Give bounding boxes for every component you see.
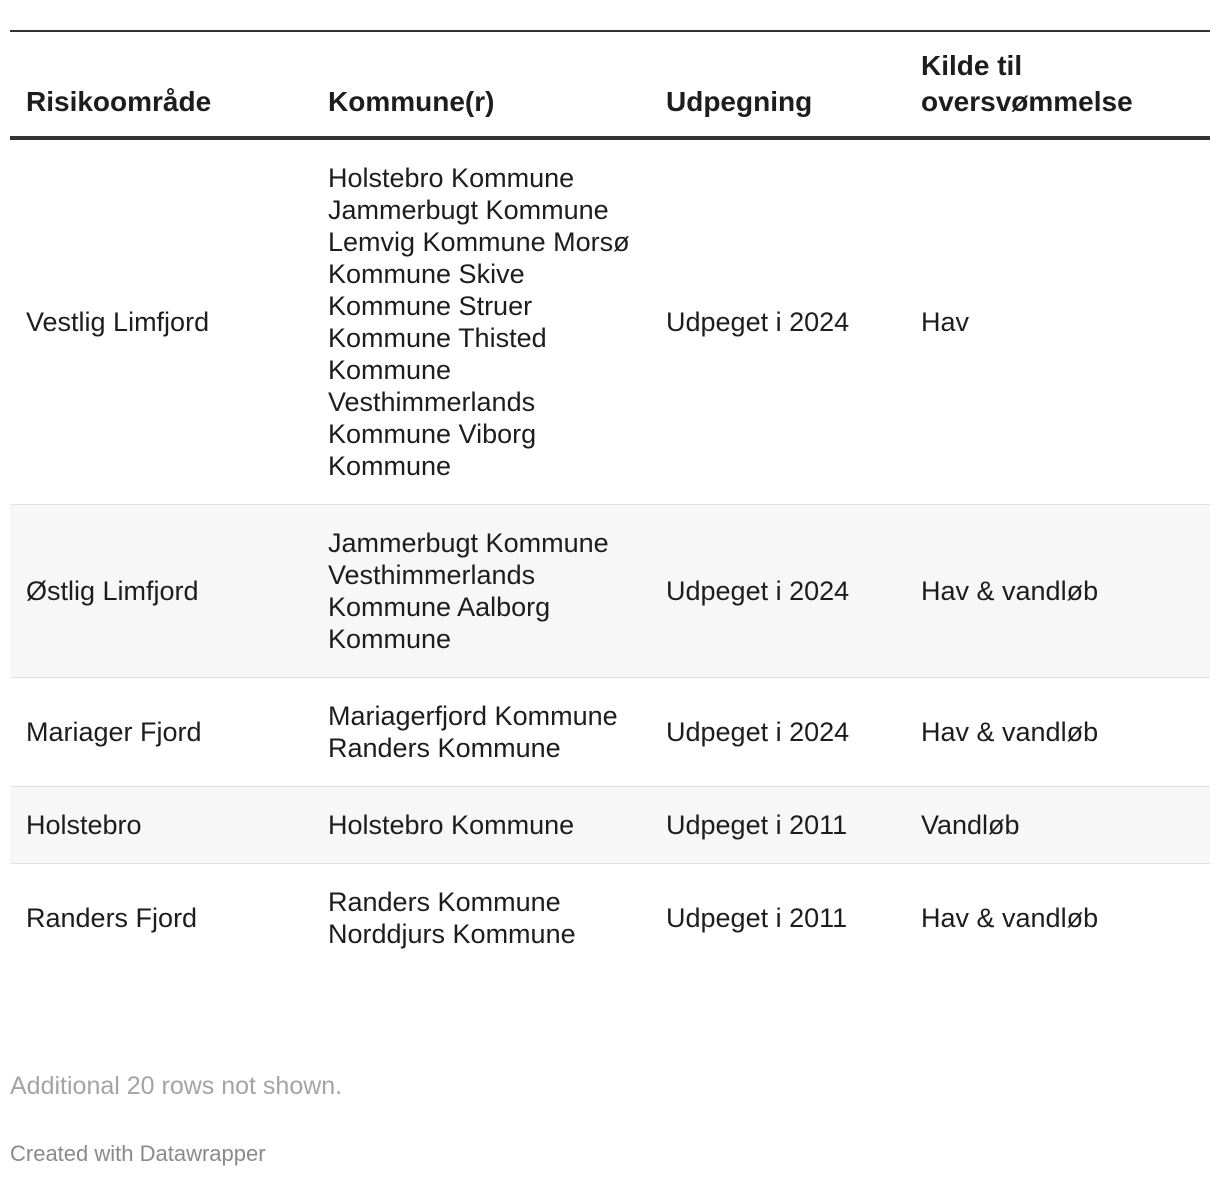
cell-kommuner: Holstebro Kommune Jammerbugt Kommune Lemvig Kommune Morsø Kommune Skive Kommune Struer Kommune Thisted Kommune Vesthimmerlands Kommune Viborg Kommune xyxy=(312,138,650,505)
table-row xyxy=(10,505,1210,678)
cell-kommuner: Jammerbugt Kommune Vesthimmerlands Kommune Aalborg Kommune xyxy=(312,505,650,678)
column-header-kommuner[interactable]: Kommune(r) xyxy=(312,31,650,138)
header-row xyxy=(10,31,1210,138)
table-row xyxy=(10,138,1210,505)
cell-risikoomraade: Østlig Limfjord xyxy=(10,505,312,678)
cell-risikoomraade: Holstebro xyxy=(10,787,312,864)
column-header-risikoomraade[interactable]: Risikoområde xyxy=(10,31,312,138)
table-row xyxy=(10,864,1210,973)
table-row xyxy=(10,787,1210,864)
cell-kilde: Hav & vandløb xyxy=(905,678,1210,787)
column-header-udpegning[interactable]: Udpegning xyxy=(650,31,905,138)
cell-udpegning: Udpeget i 2024 xyxy=(650,505,905,678)
table-row xyxy=(10,678,1210,787)
cell-kommuner: Randers Kommune Norddjurs Kommune xyxy=(328,887,576,949)
cell-udpegning: Udpeget i 2011 xyxy=(666,903,848,933)
cell-kilde: Hav & vandløb xyxy=(921,903,1099,933)
cell-udpegning: Udpeget i 2024 xyxy=(650,678,905,787)
data-table xyxy=(10,30,1210,972)
table-notes: Additional 20 rows not shown. xyxy=(10,1072,343,1100)
table-container xyxy=(10,30,1210,972)
cell-kilde: Vandløb xyxy=(905,787,1210,864)
cell-kilde: Hav & vandløb xyxy=(905,505,1210,678)
cell-udpegning: Udpeget i 2011 xyxy=(650,787,905,864)
cell-kilde: Hav xyxy=(905,138,1210,505)
cell-risikoomraade: Vestlig Limfjord xyxy=(10,138,312,505)
cell-risikoomraade: Randers Fjord xyxy=(26,903,198,933)
cell-udpegning: Udpeget i 2024 xyxy=(650,138,905,505)
cell-kommuner: Mariagerfjord Kommune Randers Kommune xyxy=(312,678,650,787)
cell-kommuner: Holstebro Kommune xyxy=(312,787,650,864)
column-header-kilde[interactable]: Kilde til oversvømmelse xyxy=(905,31,1210,138)
cell-risikoomraade: Mariager Fjord xyxy=(10,678,312,787)
datawrapper-credit[interactable]: Created with Datawrapper xyxy=(10,1141,266,1166)
